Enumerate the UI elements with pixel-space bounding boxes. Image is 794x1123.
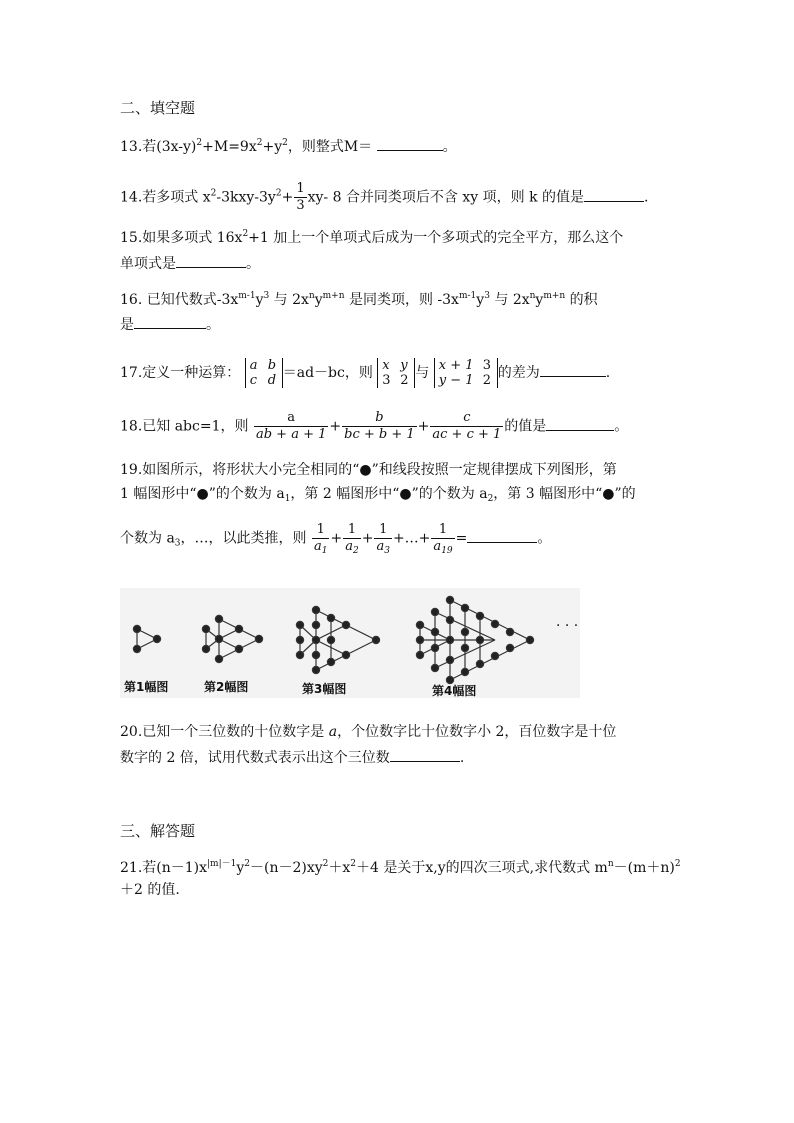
exponent: m+n xyxy=(543,291,566,301)
dot xyxy=(312,621,319,628)
text: 如图所示，将形状大小完全相同的“●”和线段按照一定规律摆成下列图形，第 xyxy=(142,462,617,478)
dot xyxy=(461,668,468,675)
question-19-line-2 xyxy=(120,484,636,504)
question-13 xyxy=(120,136,457,157)
dot xyxy=(372,636,379,643)
fraction-a3 xyxy=(374,522,392,555)
fraction-a19 xyxy=(431,522,454,555)
dot xyxy=(431,608,438,615)
text: a xyxy=(433,539,442,554)
fraction-denominator xyxy=(343,539,361,555)
dot xyxy=(476,636,483,643)
text: 与 2x xyxy=(489,292,530,308)
section-title: 二、填空题 xyxy=(120,99,196,117)
question-18 xyxy=(120,410,628,443)
question-14 xyxy=(120,181,648,214)
fraction-denominator xyxy=(374,539,392,555)
dot xyxy=(446,636,453,643)
question-20-line-1 xyxy=(120,722,616,742)
question-16-line-1 xyxy=(120,290,598,310)
figure-label-1: 第1幅图 xyxy=(124,680,169,694)
exponent: 2 xyxy=(350,859,357,869)
dot xyxy=(491,620,498,627)
dot xyxy=(312,666,319,673)
subscript: 2 xyxy=(487,494,494,504)
text: ，第 3 幅图形中“●”的 xyxy=(493,486,636,502)
exponent: 2 xyxy=(275,188,282,199)
dot xyxy=(215,615,222,622)
exponent: m+n xyxy=(322,291,345,301)
question-21-line-1 xyxy=(120,858,681,878)
question-number: 21. xyxy=(120,860,143,876)
text: +y xyxy=(262,139,283,155)
text: ，则整式M＝ xyxy=(287,139,373,155)
matrix-cell: x + 1 xyxy=(438,358,474,373)
question-number: 16. xyxy=(120,292,143,308)
question-20-line-2 xyxy=(120,747,464,768)
variable: a xyxy=(328,724,338,740)
exponent: 2 xyxy=(196,138,203,148)
fraction-3 xyxy=(430,410,503,443)
dot xyxy=(133,625,140,632)
text: + xyxy=(281,189,294,206)
exponent: m-1 xyxy=(238,291,256,301)
exponent: 2 xyxy=(242,229,249,239)
answer-blank[interactable] xyxy=(546,416,614,431)
fraction xyxy=(294,181,306,214)
exponent: 3 xyxy=(484,291,490,301)
text: 。 xyxy=(442,139,457,155)
question-number: 19. xyxy=(120,462,143,478)
fraction-numerator: 1 xyxy=(374,522,392,539)
figure-label-2: 第2幅图 xyxy=(204,680,249,694)
subscript: 2 xyxy=(352,546,359,556)
exponent: 2 xyxy=(322,859,329,869)
answer-blank[interactable] xyxy=(584,187,644,202)
text: －(m＋n) xyxy=(613,860,675,876)
dot xyxy=(255,635,262,642)
exponent: n xyxy=(607,859,614,869)
text: ＋4 是关于x,y的四次三项式,求代数式 m xyxy=(356,860,608,876)
text: = xyxy=(455,530,468,547)
text: a xyxy=(345,539,353,554)
figure-4 xyxy=(416,596,533,683)
text: 。 xyxy=(614,418,629,435)
text: 。 xyxy=(206,317,220,333)
answer-blank[interactable] xyxy=(540,362,606,377)
dot xyxy=(431,664,438,671)
text: + xyxy=(417,418,430,435)
text: ，…，以此类推，则 xyxy=(180,530,307,547)
text: ＝ad－bc，则 xyxy=(282,365,373,381)
text: 。 xyxy=(246,256,260,272)
exponent: 2 xyxy=(244,859,250,869)
fraction-2 xyxy=(342,410,417,443)
dot xyxy=(296,636,303,643)
question-17 xyxy=(120,358,610,388)
text: 定义一种运算： xyxy=(142,365,241,381)
dot xyxy=(215,635,222,642)
question-21-line-2 xyxy=(120,880,180,900)
fraction-a2 xyxy=(343,522,361,555)
text: 的积 xyxy=(565,292,598,308)
text: ＋2 的值. xyxy=(120,882,180,898)
text: + xyxy=(329,418,342,435)
text: 是 xyxy=(120,317,134,333)
matrix-cell: y − 1 xyxy=(438,373,474,388)
text: y xyxy=(255,292,264,308)
dot xyxy=(526,636,533,643)
figure-3 xyxy=(296,606,379,673)
question-15-line-2 xyxy=(120,253,260,274)
matrix-cell: 3 xyxy=(482,358,492,373)
question-number: 14. xyxy=(120,189,143,206)
matrix-cell: 3 xyxy=(382,373,391,388)
dot xyxy=(446,656,453,663)
figure-ellipsis: · · · xyxy=(556,618,579,634)
question-19-line-3: 个数为 $a_3$，…，以此类推，则 $\frac{1}{a_1}$ + $\frac{1}{a_2}$ + $\frac{1}{a_3}$ +…+ $\frac{1}{a_{19}}$ = 。 xyxy=(120,522,552,556)
dot xyxy=(461,644,468,651)
fraction-1 xyxy=(254,410,328,443)
text: +1 加上一个单项式后成为一个多项式的完全平方，那么这个 xyxy=(248,230,624,246)
dot xyxy=(476,660,483,667)
text: 已知代数式-3x xyxy=(142,292,239,308)
text: 单项式是 xyxy=(120,256,176,272)
text: 与 xyxy=(415,365,430,381)
fraction-numerator: 1 xyxy=(296,181,305,196)
answer-blank[interactable] xyxy=(377,136,443,151)
section-title: 三、解答题 xyxy=(120,822,196,840)
exponent: |m|－1 xyxy=(207,859,237,869)
text: . xyxy=(644,189,649,206)
fraction-numerator: b xyxy=(342,410,417,427)
figure-label-4: 第4幅图 xyxy=(432,684,477,698)
dot xyxy=(431,644,438,651)
matrix-cell: c xyxy=(249,373,257,388)
subscript: 1 xyxy=(284,494,291,504)
dot xyxy=(312,606,319,613)
dot xyxy=(327,658,334,665)
answer-blank[interactable] xyxy=(134,314,206,329)
dot xyxy=(312,636,319,643)
fraction-denominator xyxy=(312,539,330,555)
text: 若多项式 x xyxy=(142,189,211,206)
text: 。 xyxy=(537,530,552,547)
question-16-line-2 xyxy=(120,314,220,335)
matrix-cell: d xyxy=(267,373,277,388)
question-number: 20. xyxy=(120,724,143,740)
dot xyxy=(446,616,453,623)
subscript: 19 xyxy=(441,546,453,556)
dot xyxy=(296,621,303,628)
dot xyxy=(327,614,334,621)
exponent: m-1 xyxy=(458,291,477,301)
text: y xyxy=(314,292,323,308)
text: . xyxy=(605,365,611,381)
text: 若(n－1)x xyxy=(142,860,208,876)
matrix-cell: a xyxy=(249,358,258,373)
text: -3kxy-3y xyxy=(216,189,276,206)
dot xyxy=(416,636,423,643)
question-number: 15. xyxy=(120,230,143,246)
exponent: 2 xyxy=(282,138,288,148)
text: 的值是 xyxy=(504,418,547,435)
fraction-numerator: 1 xyxy=(431,522,454,539)
dot xyxy=(342,621,349,628)
exponent: 3 xyxy=(263,291,270,301)
figure-1 xyxy=(133,625,160,652)
exponent: n xyxy=(308,291,315,301)
matrix-cell: b xyxy=(267,358,277,373)
determinant-abcd xyxy=(245,358,283,388)
exponent: n xyxy=(529,291,536,301)
exponent: 2 xyxy=(210,188,217,199)
text: －(n－2)xy xyxy=(250,860,323,876)
text: 1 幅图形中“●”的个数为 a xyxy=(120,486,285,502)
dot xyxy=(476,612,483,619)
dot xyxy=(491,652,498,659)
text: y xyxy=(476,292,485,308)
text: +…+ xyxy=(392,530,431,547)
exponent: 2 xyxy=(256,138,263,148)
fraction-denominator: ac + c + 1 xyxy=(432,427,502,442)
question-number: 13. xyxy=(120,139,143,155)
fraction-denominator: 3 xyxy=(296,198,305,213)
dot xyxy=(235,645,242,652)
dot-pattern-figure xyxy=(120,588,580,698)
text: xy- 8 合并同类项后不含 xy 项，则 k 的值是 xyxy=(307,189,585,206)
text: ＋x xyxy=(328,860,351,876)
subscript: 3 xyxy=(384,546,390,556)
text: +M=9x xyxy=(202,139,257,155)
figure-2 xyxy=(202,615,262,662)
text: a xyxy=(313,539,322,554)
fraction-denominator: bc + b + 1 xyxy=(344,427,415,442)
text: y xyxy=(236,860,245,876)
matrix-cell: 2 xyxy=(482,373,492,388)
text: 个数为 a xyxy=(120,530,175,547)
dot xyxy=(235,625,242,632)
text: . xyxy=(459,750,465,766)
question-15-line-1 xyxy=(120,228,623,248)
answer-blank[interactable] xyxy=(390,747,460,762)
subscript: 1 xyxy=(321,546,328,556)
text: ，第 2 幅图形中“●”的个数为 a xyxy=(290,486,488,502)
text: 数字的 2 倍，试用代数式表示出这个三位数 xyxy=(120,750,390,766)
fraction-numerator: 1 xyxy=(343,522,361,539)
dot xyxy=(327,636,334,643)
dot xyxy=(461,604,468,611)
text: 若(3x-y) xyxy=(142,139,197,155)
fraction-a1 xyxy=(312,522,330,555)
text: 是同类项，则 -3x xyxy=(344,292,459,308)
answer-blank[interactable] xyxy=(467,528,537,543)
dot-pattern-svg xyxy=(120,588,580,698)
dot xyxy=(416,651,423,658)
dot xyxy=(296,651,303,658)
determinant-xy xyxy=(377,358,415,388)
dot xyxy=(416,621,423,628)
text: 如果多项式 16x xyxy=(142,230,243,246)
question-19-line-1 xyxy=(120,460,617,480)
dot xyxy=(312,651,319,658)
matrix-cell: 2 xyxy=(400,373,409,388)
text: 的差为 xyxy=(497,365,540,381)
figure-label-3: 第3幅图 xyxy=(302,682,347,696)
fraction-numerator: c xyxy=(430,410,503,427)
fraction-numerator: 1 xyxy=(312,522,330,539)
fraction-denominator: ab + a + 1 xyxy=(255,427,327,442)
exponent: 2 xyxy=(674,859,681,869)
text: 已知一个三位数的十位数字是 xyxy=(142,724,329,740)
dot xyxy=(133,645,140,652)
text: y xyxy=(535,292,544,308)
fraction-numerator: a xyxy=(254,410,328,427)
dot xyxy=(431,628,438,635)
text: 与 2x xyxy=(269,292,309,308)
dot xyxy=(506,644,513,651)
text: ，个位数字比十位数字小 2，百位数字是十位 xyxy=(337,724,617,740)
dot xyxy=(215,655,222,662)
matrix-cell: y xyxy=(400,358,408,373)
dot xyxy=(202,645,209,652)
determinant-shifted xyxy=(434,358,498,388)
section-heading-fill-blank xyxy=(120,98,195,118)
section-heading-answer xyxy=(120,821,195,841)
question-number: 17. xyxy=(120,365,143,381)
subscript: 3 xyxy=(174,538,181,549)
dot xyxy=(153,635,160,642)
dot xyxy=(506,628,513,635)
matrix-cell: x xyxy=(382,358,390,373)
answer-blank[interactable] xyxy=(176,253,246,268)
question-number: 18. xyxy=(120,418,143,435)
dot xyxy=(342,651,349,658)
dot xyxy=(461,628,468,635)
text: 已知 abc=1，则 xyxy=(142,418,249,435)
fraction-denominator xyxy=(431,539,454,555)
text: a xyxy=(376,539,385,554)
dot xyxy=(202,625,209,632)
dot xyxy=(446,596,453,603)
